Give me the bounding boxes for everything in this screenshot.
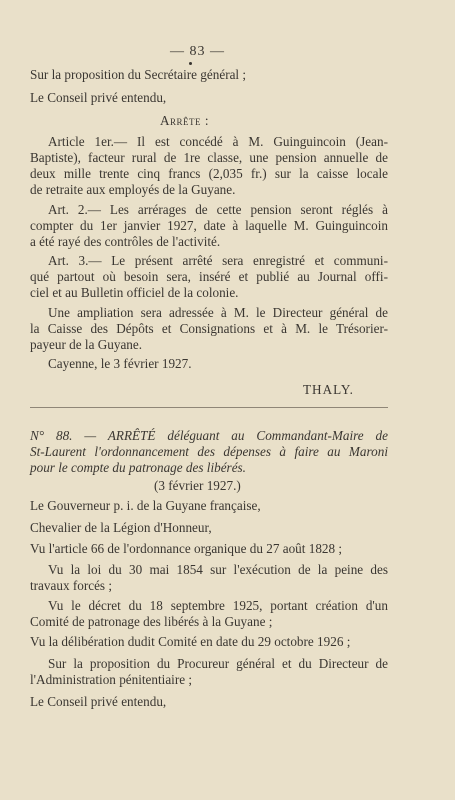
decree-title-line: St-Laurent l'ordonnancement des dépenses à faire au Maroni xyxy=(30,444,388,459)
text-line: deux mille trente cinq francs (2,035 fr.) sur la caisse locale xyxy=(30,166,388,181)
text-line: Le Conseil privé entendu, xyxy=(30,694,167,709)
text-line: Comité de patronage des libérés à la Guyane ; xyxy=(30,614,273,629)
decree-title-line: pour le compte du patronage des libérés. xyxy=(30,460,246,475)
text-line: compter du 1er janvier 1927, date à laquelle M. Guinguincoin xyxy=(30,218,388,233)
text-line: Art. 2.— Les arrérages de cette pension seront réglés à xyxy=(48,202,388,217)
text-line: payeur de la Guyane. xyxy=(30,337,143,352)
page-number: — 83 — xyxy=(170,44,225,59)
text-line: Baptiste), facteur rural de 1re classe, une pension annuelle de xyxy=(30,150,388,165)
text-line: ciel et au Bulletin officiel de la colonie. xyxy=(30,285,239,300)
text-line: Art. 3.— Le présent arrêté sera enregistré et communi- xyxy=(48,253,388,268)
text-line: Le Conseil privé entendu, xyxy=(30,90,167,105)
text-line: Chevalier de la Légion d'Honneur, xyxy=(30,520,212,535)
ink-dot xyxy=(189,62,192,65)
text-line: Vu l'article 66 de l'ordonnance organique du 27 août 1828 ; xyxy=(30,541,343,556)
text-line: Une ampliation sera adressée à M. le Directeur général de xyxy=(48,305,388,320)
text-line: Sur la proposition du Procureur général et du Directeur de xyxy=(48,656,388,671)
separator-rule xyxy=(30,407,388,408)
signature: THALY. xyxy=(303,382,354,397)
text-line: l'Administration pénitentiaire ; xyxy=(30,672,193,687)
text-line: Vu la loi du 30 mai 1854 sur l'exécution de la peine des xyxy=(48,562,388,577)
text-line: travaux forcés ; xyxy=(30,578,113,593)
section-heading: Arrête : xyxy=(160,113,209,128)
decree-date: (3 février 1927.) xyxy=(154,478,241,493)
text-line: la Caisse des Dépôts et Consignations et à M. le Trésorier- xyxy=(30,321,388,336)
dateline: Cayenne, le 3 février 1927. xyxy=(48,356,192,371)
text-line: a été rayé des contrôles de l'activité. xyxy=(30,234,221,249)
text-line: Vu le décret du 18 septembre 1925, portant création d'un xyxy=(48,598,388,613)
text-line: Article 1er.— Il est concédé à M. Guinguincoin (Jean- xyxy=(48,134,388,149)
text-line: Sur la proposition du Secrétaire général ; xyxy=(30,67,247,82)
decree-title-line: N° 88. — ARRÊTÉ déléguant au Commandant-Maire de xyxy=(30,428,388,443)
text-line: de retraite aux employés de la Guyane. xyxy=(30,182,236,197)
text-line: qué partout où besoin sera, inséré et publié au Journal offi- xyxy=(30,269,388,284)
text-line: Vu la délibération dudit Comité en date du 29 octobre 1926 ; xyxy=(30,634,351,649)
text-line: Le Gouverneur p. i. de la Guyane française, xyxy=(30,498,261,513)
